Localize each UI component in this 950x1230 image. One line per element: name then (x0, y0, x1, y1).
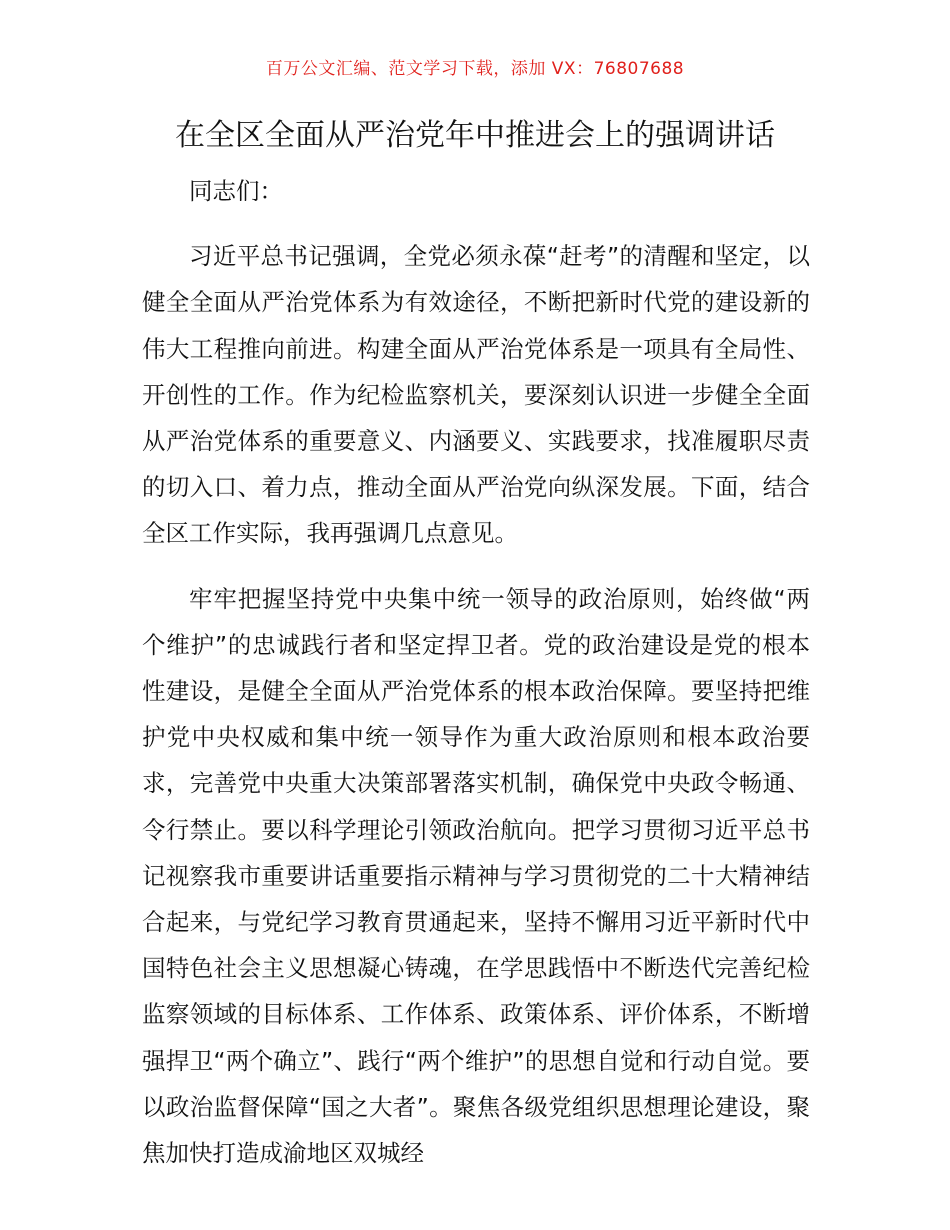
document-title: 在全区全面从严治党年中推进会上的强调讲话 (175, 118, 775, 153)
paragraph-1: 习近平总书记强调，全党必须永葆“赶考”的清醒和坚定，以健全全面从严治党体系为有效途径，不断把新时代党的建设新的伟大工程推向前进。构建全面从严治党体系是一项具有全局性、开创性的工作。作为纪检监察机关，要深刻认识进一步健全全面从严治党体系的重要意义、内涵要义、实践要求，找准履职尽责的切入口、着力点，推动全面从严治党向纵深发展。下面，结合全区工作实际，我再强调几点意见。 (142, 242, 810, 548)
paragraph-2: 牢牢把握坚持党中央集中统一领导的政治原则，始终做“两个维护”的忠诚践行者和坚定捍卫者。党的政治建设是党的根本性建设，是健全全面从严治党体系的根本政治保障。要坚持把维护党中央权威和集中统一领导作为重大政治原则和根本政治要求，完善党中央重大决策部署落实机制，确保党中央政令畅通、令行禁止。要以科学理论引领政治航向。把学习贯彻习近平总书记视察我市重要讲话重要指示精神与学习贯彻党的二十大精神结合起来，与党纪学习教育贯通起来，坚持不懈用习近平新时代中国特色社会主义思想凝心铸魂，在学思践悟中不断迭代完善纪检监察领域的目标体系、工作体系、政策体系、评价体系，不断增强捍卫“两个确立”、践行“两个维护”的思想自觉和行动自觉。要以政治监督保障“国之大者”。聚焦各级党组织思想理论建设，聚焦加快打造成渝地区双城经 (142, 584, 810, 1168)
watermark-banner: 百万公文汇编、范文学习下载，添加 VX：76807688 (265, 59, 685, 79)
salutation: 同志们： (189, 177, 283, 205)
document-body (142, 168, 810, 1176)
